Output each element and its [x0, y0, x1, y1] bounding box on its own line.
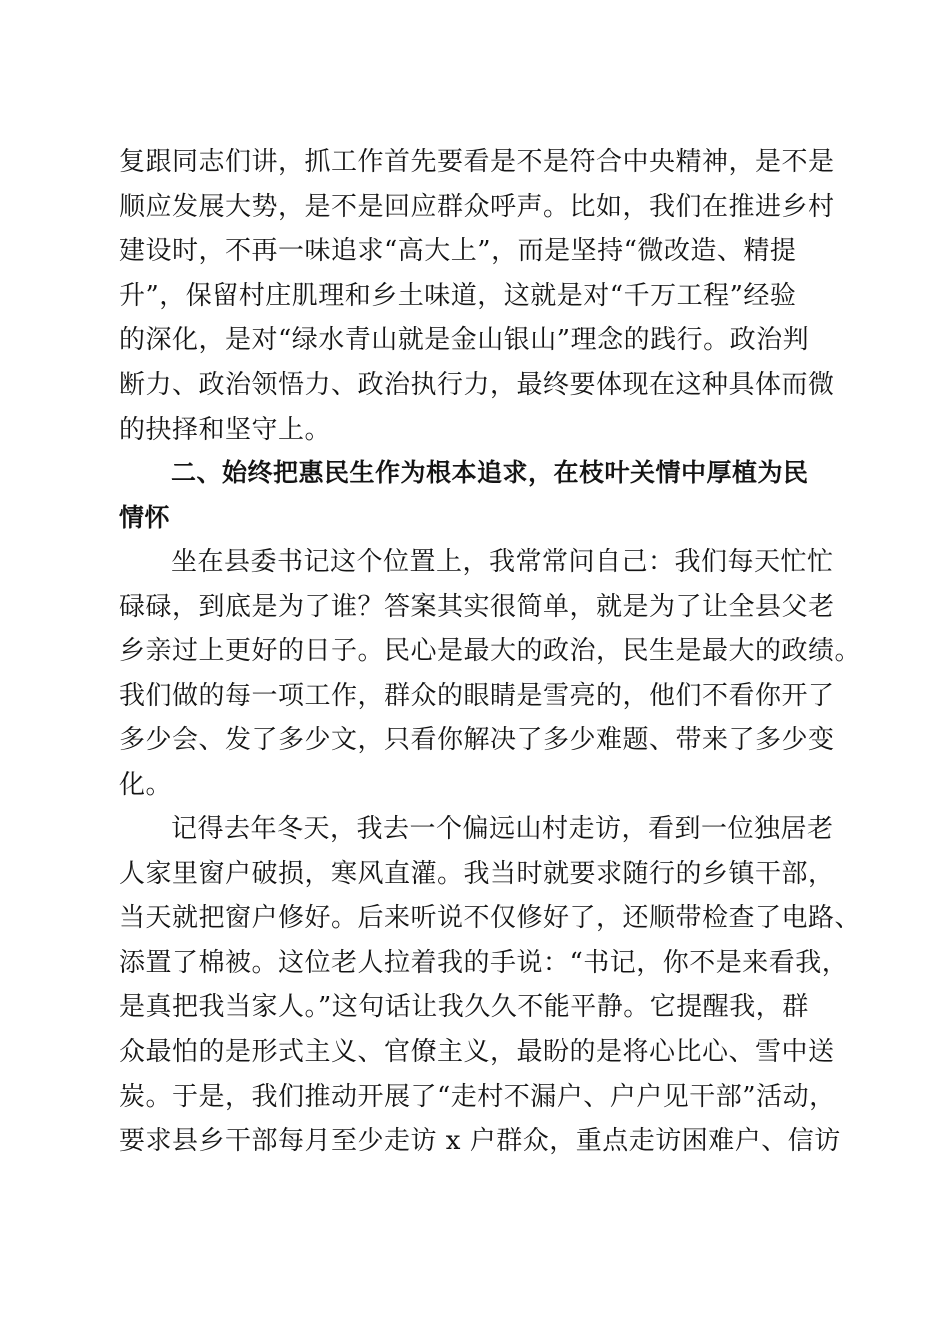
paragraph-1: [119, 140, 834, 452]
paragraph-1-line: 断力、政治领悟力、政治执行力，最终要体现在这种具体而微: [119, 369, 835, 400]
paragraph-3-line: 是真把我当家人。”这句话让我久久不能平静。它提醒我，群: [119, 992, 809, 1023]
section-heading-line: 情怀: [119, 502, 171, 532]
paragraph-2-line: 多少会、发了多少文，只看你解决了多少难题、带来了多少变: [119, 725, 835, 756]
paragraph-3-line: 众最怕的是形式主义、官僚主义，最盼的是将心比心、雪中送: [119, 1036, 835, 1067]
paragraph-3-line: 记得去年冬天，我去一个偏远山村走访，看到一位独居老: [171, 814, 834, 844]
paragraph-3: [119, 807, 862, 1164]
paragraph-3-line: 炭。于是，我们推动开展了“走村不漏户、户户见干部”活动，: [119, 1081, 836, 1112]
paragraph-2-line: 化。: [119, 769, 173, 800]
paragraph-1-line: 顺应发展大势，是不是回应群众呼声。比如，我们在推进乡村: [119, 191, 835, 222]
paragraph-2-line: 乡亲过上更好的日子。民心是最大的政治，民生是最大的政绩。: [119, 636, 862, 667]
paragraph-1-line: 复跟同志们讲，抓工作首先要看是不是符合中央精神，是不是: [119, 147, 835, 177]
paragraph-1-line: 的深化，是对“绿水青山就是金山银山”理念的践行。政治判: [119, 325, 810, 356]
paragraph-2: [119, 540, 862, 808]
section-heading-line: 二、始终把惠民生作为根本追求，在枝叶关情中厚植为民: [171, 458, 809, 487]
paragraph-2-line: 碌碌，到底是为了谁？答案其实很简单，就是为了让全县父老: [119, 591, 835, 622]
paragraph-2-line: 坐在县委书记这个位置上，我常常问自己：我们每天忙忙: [171, 547, 834, 577]
paragraph-3-line: 添置了棉被。这位老人拉着我的手说：“书记，你不是来看我，: [119, 947, 849, 978]
paragraph-3-line: 当天就把窗户修好。后来听说不仅修好了，还顺带检查了电路、: [119, 903, 862, 934]
paragraph-1-line: 的抉择和坚守上。: [119, 414, 332, 445]
paragraph-1-line: 升”，保留村庄肌理和乡土味道，这就是对“千万工程”经验: [119, 280, 797, 311]
paragraph-1-line: 建设时，不再一味追求“高大上”，而是坚持“微改造、精提: [119, 236, 797, 267]
paragraph-2-line: 我们做的每一项工作，群众的眼睛是雪亮的，他们不看你开了: [119, 680, 835, 711]
section-heading: [119, 451, 834, 540]
paragraph-3-line: 要求县乡干部每月至少走访 x 户群众，重点走访困难户、信访: [119, 1126, 841, 1157]
paragraph-3-line: 人家里窗户破损，寒风直灌。我当时就要求随行的乡镇干部，: [119, 858, 835, 889]
